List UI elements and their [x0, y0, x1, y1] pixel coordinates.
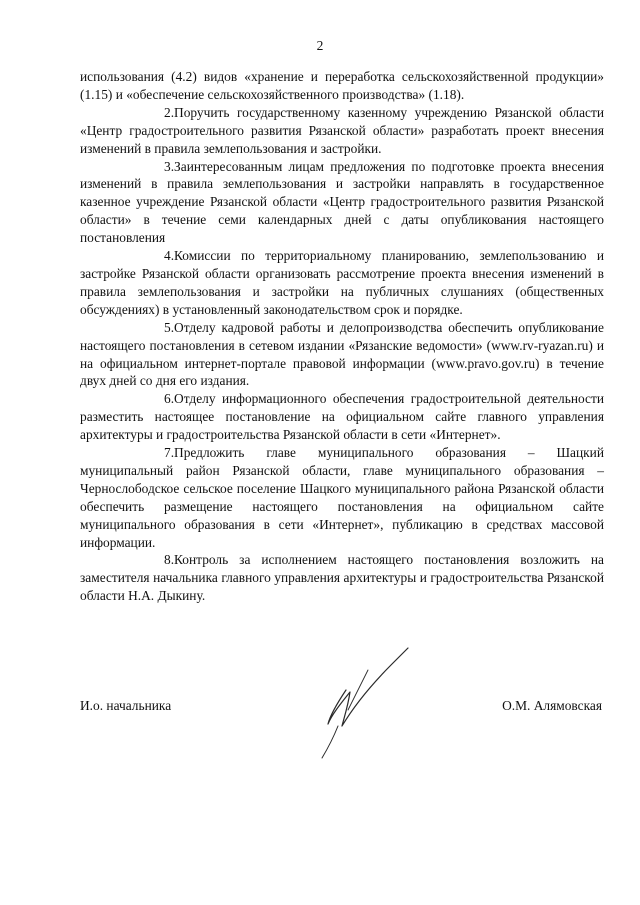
item-text: Контроль за исполнением настоящего постановления возложить на заместителя начальника главного управления архитектуры и градостроительства Рязанской области Н.А. Дыкину. [80, 552, 604, 604]
item-number: 7. [164, 445, 175, 461]
item-text: Заинтересованным лицам предложения по подготовке проекта внесения изменений в правила землепользования и застройки направлять в государственное казенное учреждение Рязанской области «Центр градостроительного развития Рязанской области» в течение семи календарных дней с даты опубликования настоящего постановления [80, 158, 604, 246]
item-text: Комиссии по территориальному планированию, землепользованию и застройке Рязанской области организовать рассмотрение проекта внесения изменений в правила землепользования и застройки на публичных слушаниях (общественных обсуждениях) в установленный законодательством срок и порядке. [80, 248, 604, 317]
handwritten-signature [308, 640, 418, 765]
signer-title: И.о. начальника [80, 698, 172, 713]
paragraph-item-7 [80, 444, 604, 551]
item-number: 5. [164, 319, 175, 335]
signer-name: О.М. Алямовская [502, 698, 602, 713]
paragraph-item-3 [80, 158, 604, 248]
item-text: Отделу кадровой работы и делопроизводства обеспечить опубликование настоящего постановления в сетевом издании «Рязанские ведомости» (www.rv-ryazan.ru) и на официальном интернет-портале правовой информации (www.pravo.gov.ru) в течение двух дней со дня его издания. [80, 319, 604, 389]
item-number: 4. [164, 248, 175, 264]
paragraph-item-8 [80, 551, 604, 605]
paragraph-item-5 [80, 319, 604, 391]
paragraph-item-2 [80, 104, 604, 158]
document-body [80, 68, 604, 605]
item-number: 8. [164, 552, 175, 568]
item-text: Отделу информационного обеспечения градостроительной деятельности разместить настоящее постановление на официальном сайте главного управления архитектуры и градостроительства Рязанской области в сети «Интернет». [80, 391, 604, 443]
item-text: Поручить государственному казенному учреждению Рязанской области «Центр градостроительного развития Рязанской области» разработать проект внесения изменений в правила землепользования и застройки. [80, 104, 604, 156]
page-number: 2 [316, 38, 324, 53]
paragraph-item-4 [80, 247, 604, 319]
paragraph-item-6 [80, 390, 604, 444]
item-text: Предложить главе муниципального образования – Шацкий муниципальный район Рязанской области, главе муниципального образования – Чернослободское сельское поселение Шацкого муниципального района Рязанской области обеспечить размещение настоящего постановления на официальном сайте муниципального образования в сети «Интернет», публикацию в средствах массовой информации. [80, 445, 604, 550]
item-number: 6. [164, 391, 175, 407]
item-number: 3. [164, 158, 175, 174]
item-number: 2. [164, 104, 175, 120]
paragraph-continuation: использования (4.2) видов «хранение и переработка сельскохозяйственной продукции» (1.15) и «обеспечение сельскохозяйственного производства» (1.18). [80, 69, 604, 102]
